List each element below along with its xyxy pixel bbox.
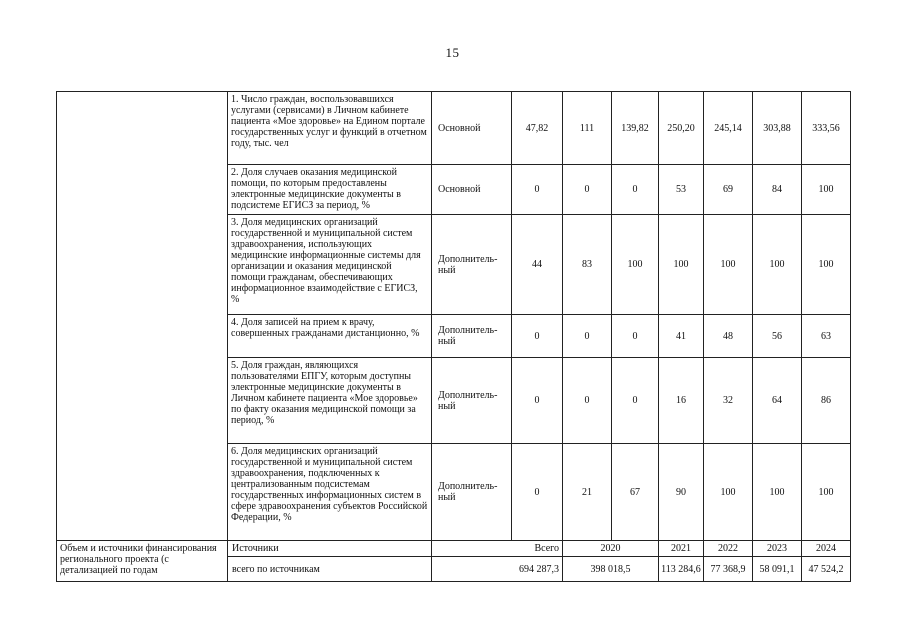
indicator-value: 333,56 [802,92,851,165]
indicator-row [57,92,851,165]
indicator-value: 0 [612,358,659,444]
indicator-value: 100 [659,215,704,315]
indicator-value: 100 [802,165,851,215]
indicator-value: 250,20 [659,92,704,165]
financing-year-header: 2024 [802,541,851,557]
indicator-value: 0 [563,315,612,358]
indicator-value: 0 [512,315,563,358]
indicator-name: 4. Доля записей на прием к врачу, совершенных гражданами дистанционно, % [228,315,432,358]
indicator-value: 32 [704,358,753,444]
indicator-value: 0 [612,165,659,215]
indicator-value: 47,82 [512,92,563,165]
indicator-value: 100 [753,215,802,315]
indicator-name: 1. Число граждан, воспользовавшихся услугами (сервисами) в Личном кабинете пациента «Мое здоровье» на Едином портале государственных услуг и функций в отчетном году, тыс. чел [228,92,432,165]
financing-label: Объем и источники финансирования регионального проекта (с детализацией по годам [57,541,228,582]
financing-total-header: Всего [432,541,563,557]
indicator-type: Дополнитель-ный [432,444,512,541]
financing-year-header: 2020 [563,541,659,557]
indicator-type: Основной [432,165,512,215]
indicator-value: 53 [659,165,704,215]
section-label-cell [57,92,228,541]
indicator-value: 0 [563,358,612,444]
indicator-value: 69 [704,165,753,215]
page-number: 15 [445,45,460,60]
indicator-value: 63 [802,315,851,358]
indicator-value: 100 [704,444,753,541]
indicator-value: 303,88 [753,92,802,165]
indicator-value: 100 [753,444,802,541]
indicator-value: 64 [753,358,802,444]
indicator-value: 0 [612,315,659,358]
indicator-value: 0 [512,444,563,541]
indicator-value: 21 [563,444,612,541]
financing-year-header: 2021 [659,541,704,557]
financing-year-header: 2023 [753,541,802,557]
indicator-type: Дополнитель-ный [432,215,512,315]
indicator-value: 84 [753,165,802,215]
indicator-value: 100 [802,215,851,315]
indicator-value: 83 [563,215,612,315]
indicator-value: 0 [512,358,563,444]
indicator-value: 56 [753,315,802,358]
indicator-type: Основной [432,92,512,165]
financing-row-name: всего по источникам [228,557,432,582]
financing-row-value: 113 284,6 [659,557,704,582]
indicator-value: 16 [659,358,704,444]
passport-table [56,91,851,582]
indicator-value: 100 [802,444,851,541]
financing-sources-header: Источники [228,541,432,557]
indicator-value: 100 [704,215,753,315]
indicator-name: 2. Доля случаев оказания медицинской помощи, по которым предоставлены электронные медицинские документы в подсистеме ЕГИСЗ за период, % [228,165,432,215]
indicator-name: 5. Доля граждан, являющихся пользователями ЕПГУ, которым доступны электронные медицинские документы в Личном кабинете пациента «Мое здоровье» по факту оказания медицинской помощи за период, % [228,358,432,444]
financing-header-row [57,541,851,557]
financing-row-value: 47 524,2 [802,557,851,582]
indicator-value: 100 [612,215,659,315]
indicator-value: 139,82 [612,92,659,165]
financing-row-total: 694 287,3 [432,557,563,582]
indicator-value: 245,14 [704,92,753,165]
indicator-value: 86 [802,358,851,444]
financing-row-value: 77 368,9 [704,557,753,582]
indicator-value: 0 [512,165,563,215]
indicator-value: 48 [704,315,753,358]
financing-year-header: 2022 [704,541,753,557]
indicator-type: Дополнитель-ный [432,358,512,444]
indicator-value: 90 [659,444,704,541]
indicator-value: 0 [563,165,612,215]
indicator-value: 41 [659,315,704,358]
indicator-name: 6. Доля медицинских организаций государственной и муниципальной систем здравоохранения, подключенных к централизованным подсистемам государственных информационных систем в сфере здравоохранения субъектов Российской Федерации, % [228,444,432,541]
indicator-name: 3. Доля медицинских организаций государственной и муниципальной систем здравоохранения, использующих медицинские информационные системы для организации и оказания медицинской помощи гражданам, обеспечивающих информационное взаимодействие с ЕГИСЗ, % [228,215,432,315]
indicator-value: 44 [512,215,563,315]
indicator-type: Дополнитель-ный [432,315,512,358]
indicator-value: 67 [612,444,659,541]
indicator-value: 111 [563,92,612,165]
financing-row-value: 58 091,1 [753,557,802,582]
financing-row-value: 398 018,5 [563,557,659,582]
